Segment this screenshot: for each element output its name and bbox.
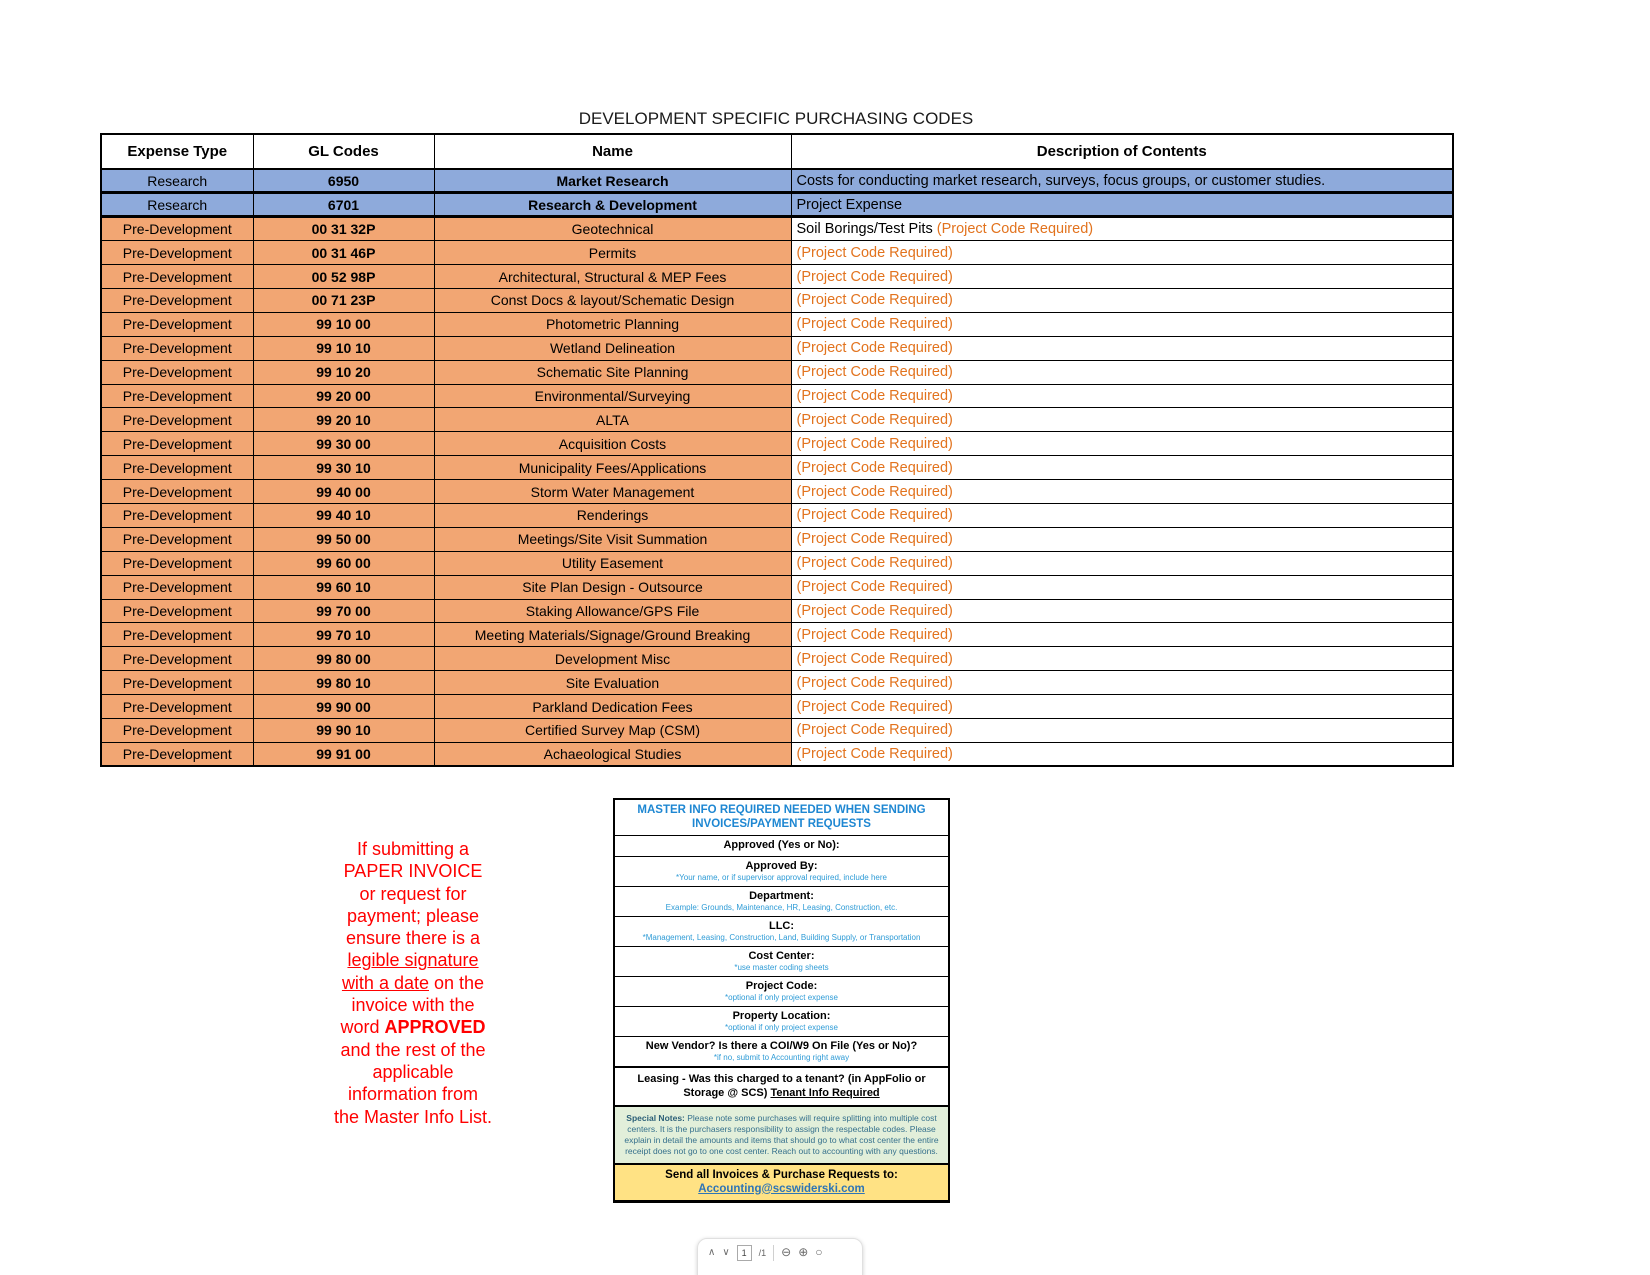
gl-code-cell: 99 10 00 xyxy=(253,312,434,336)
name-cell: Meeting Materials/Signage/Ground Breaking xyxy=(434,623,791,647)
description-cell xyxy=(791,527,1453,551)
name-cell: Permits xyxy=(434,241,791,265)
description-cell xyxy=(791,456,1453,480)
table-row xyxy=(101,336,1453,360)
expense-type-cell: Pre-Development xyxy=(101,742,253,766)
gl-code-cell: 00 31 46P xyxy=(253,241,434,265)
field-label: Approved (Yes or No): xyxy=(723,839,840,851)
expense-type-cell: Pre-Development xyxy=(101,503,253,527)
name-cell: Acquisition Costs xyxy=(434,432,791,456)
description-cell xyxy=(791,408,1453,432)
header-description: Description of Contents xyxy=(791,134,1453,169)
table-row xyxy=(101,480,1453,504)
field-hint: *Your name, or if supervisor approval required, include here xyxy=(676,873,887,882)
page-count-label: /1 xyxy=(758,1248,767,1258)
master-info-field xyxy=(615,886,948,916)
table-row xyxy=(101,742,1453,766)
gl-code-cell: 00 71 23P xyxy=(253,288,434,312)
field-label: New Vendor? Is there a COI/W9 On File (Yes or No)? xyxy=(645,1039,918,1052)
red-note-line: applicable xyxy=(372,1061,454,1082)
expense-type-cell: Research xyxy=(101,193,253,217)
name-cell: Const Docs & layout/Schematic Design xyxy=(434,288,791,312)
header-gl-codes: GL Codes xyxy=(253,134,434,169)
project-code-required-text: (Project Code Required) xyxy=(796,483,953,500)
red-note-underlined: legible signature xyxy=(347,950,479,971)
expense-type-cell: Research xyxy=(101,169,253,193)
project-code-required-text: (Project Code Required) xyxy=(796,555,953,572)
table-row xyxy=(101,384,1453,408)
red-note-line: payment; please xyxy=(346,905,480,926)
gl-code-cell: 99 80 00 xyxy=(253,647,434,671)
red-note-line: the Master Info List. xyxy=(333,1106,493,1127)
gl-code-cell: 99 20 00 xyxy=(253,384,434,408)
description-cell xyxy=(791,718,1453,742)
name-cell: Utility Easement xyxy=(434,551,791,575)
red-note-line: on the xyxy=(429,972,485,993)
red-note-line: invoice with the xyxy=(351,995,475,1016)
table-row xyxy=(101,265,1453,289)
project-code-required-text: (Project Code Required) xyxy=(796,698,953,715)
project-code-required-text: (Project Code Required) xyxy=(796,316,953,333)
expense-type-cell: Pre-Development xyxy=(101,647,253,671)
name-cell: Storm Water Management xyxy=(434,480,791,504)
gl-code-cell: 99 10 20 xyxy=(253,360,434,384)
table-row xyxy=(101,456,1453,480)
master-info-field xyxy=(615,976,948,1006)
special-notes xyxy=(615,1105,948,1163)
name-cell: Market Research xyxy=(434,169,791,193)
name-cell: Achaeological Studies xyxy=(434,742,791,766)
project-code-required-text: (Project Code Required) xyxy=(796,387,953,404)
table-row xyxy=(101,575,1453,599)
expense-type-cell: Pre-Development xyxy=(101,599,253,623)
red-note-line: information from xyxy=(347,1084,479,1105)
expense-type-cell: Pre-Development xyxy=(101,671,253,695)
gl-code-cell: 99 60 00 xyxy=(253,551,434,575)
name-cell: Staking Allowance/GPS File xyxy=(434,599,791,623)
master-info-field xyxy=(615,1006,948,1036)
field-label: Approved By: xyxy=(745,859,818,872)
field-hint: *use master coding sheets xyxy=(734,963,829,972)
page-up-icon[interactable]: ∧ xyxy=(708,1247,716,1258)
expense-type-cell: Pre-Development xyxy=(101,480,253,504)
table-row xyxy=(101,671,1453,695)
page-number-input[interactable]: 1 xyxy=(737,1245,752,1261)
project-code-required-text: (Project Code Required) xyxy=(796,650,953,667)
toolbar-divider xyxy=(773,1245,774,1261)
project-code-required-text: (Project Code Required) xyxy=(936,221,1094,238)
project-code-required-text: (Project Code Required) xyxy=(796,626,953,643)
description-cell xyxy=(791,695,1453,719)
red-note-underlined: with a date xyxy=(341,972,429,993)
table-row xyxy=(101,193,1453,217)
gl-code-cell: 6701 xyxy=(253,193,434,217)
page-title: DEVELOPMENT SPECIFIC PURCHASING CODES xyxy=(578,109,974,128)
project-code-required-text: (Project Code Required) xyxy=(796,507,953,524)
description-cell xyxy=(791,551,1453,575)
project-code-required-text: (Project Code Required) xyxy=(796,531,953,548)
master-info-field xyxy=(615,946,948,976)
expense-type-cell: Pre-Development xyxy=(101,241,253,265)
description-cell xyxy=(791,575,1453,599)
name-cell: Wetland Delineation xyxy=(434,336,791,360)
name-cell: Geotechnical xyxy=(434,217,791,241)
gl-code-cell: 00 31 32P xyxy=(253,217,434,241)
field-hint: Example: Grounds, Maintenance, HR, Leasing, Construction, etc. xyxy=(665,903,898,912)
description-cell xyxy=(791,312,1453,336)
header-expense-type: Expense Type xyxy=(101,134,253,169)
name-cell: Certified Survey Map (CSM) xyxy=(434,718,791,742)
table-row xyxy=(101,288,1453,312)
master-info-box xyxy=(613,798,950,1203)
page-down-icon[interactable]: ∨ xyxy=(722,1247,730,1258)
red-note-line: PAPER INVOICE xyxy=(343,861,483,882)
project-code-required-text: (Project Code Required) xyxy=(796,340,953,357)
description-cell xyxy=(791,336,1453,360)
table-row xyxy=(101,623,1453,647)
master-info-title-line2: INVOICES/PAYMENT REQUESTS xyxy=(692,818,871,830)
leasing-tenant-info-required: Tenant Info Required xyxy=(770,1086,880,1099)
expense-type-cell: Pre-Development xyxy=(101,432,253,456)
description-cell xyxy=(791,193,1453,217)
name-cell: Meetings/Site Visit Summation xyxy=(434,527,791,551)
table-row xyxy=(101,695,1453,719)
master-info-fields xyxy=(615,835,948,1066)
gl-code-cell: 99 80 10 xyxy=(253,671,434,695)
zoom-in-icon[interactable]: ⊕ xyxy=(798,1245,809,1259)
project-code-required-text: (Project Code Required) xyxy=(796,411,953,428)
description-cell xyxy=(791,384,1453,408)
red-note-line: or request for xyxy=(359,883,467,904)
name-cell: Site Evaluation xyxy=(434,671,791,695)
project-code-required-text: (Project Code Required) xyxy=(796,459,953,476)
gl-code-cell: 99 90 00 xyxy=(253,695,434,719)
gl-code-cell: 99 40 10 xyxy=(253,503,434,527)
name-cell: ALTA xyxy=(434,408,791,432)
project-code-required-text: (Project Code Required) xyxy=(796,292,953,309)
field-hint: *optional if only project expense xyxy=(725,993,838,1002)
table-header-row xyxy=(101,134,1453,169)
name-cell: Parkland Dedication Fees xyxy=(434,695,791,719)
gl-code-cell: 99 70 00 xyxy=(253,599,434,623)
red-note-line: and the rest of the xyxy=(340,1039,486,1060)
project-code-required-text: (Project Code Required) xyxy=(796,579,953,596)
description-cell xyxy=(791,480,1453,504)
expense-type-cell: Pre-Development xyxy=(101,408,253,432)
accounting-email-link[interactable]: Accounting@scswiderski.com xyxy=(698,1182,865,1195)
description-cell xyxy=(791,742,1453,766)
name-cell: Municipality Fees/Applications xyxy=(434,456,791,480)
table-row xyxy=(101,718,1453,742)
project-code-required-text: (Project Code Required) xyxy=(796,746,953,763)
expense-type-cell: Pre-Development xyxy=(101,217,253,241)
expense-type-cell: Pre-Development xyxy=(101,336,253,360)
master-info-field xyxy=(615,1036,948,1066)
field-hint: *if no, submit to Accounting right away xyxy=(713,1053,850,1062)
table-row xyxy=(101,551,1453,575)
table-row xyxy=(101,360,1453,384)
name-cell: Environmental/Surveying xyxy=(434,384,791,408)
gl-code-cell: 99 10 10 xyxy=(253,336,434,360)
name-cell: Schematic Site Planning xyxy=(434,360,791,384)
expense-type-cell: Pre-Development xyxy=(101,575,253,599)
gl-code-cell: 99 50 00 xyxy=(253,527,434,551)
expense-type-cell: Pre-Development xyxy=(101,551,253,575)
red-note-line: word xyxy=(340,1017,385,1038)
table-row xyxy=(101,647,1453,671)
table-row xyxy=(101,408,1453,432)
red-note-line: ensure there is a xyxy=(345,928,481,949)
description-cell xyxy=(791,599,1453,623)
master-info-field xyxy=(615,856,948,886)
project-code-required-text: (Project Code Required) xyxy=(796,674,953,691)
expense-type-cell: Pre-Development xyxy=(101,360,253,384)
description-cell xyxy=(791,360,1453,384)
expense-type-cell: Pre-Development xyxy=(101,456,253,480)
field-label: Cost Center: xyxy=(748,949,815,962)
project-code-required-text: (Project Code Required) xyxy=(796,722,953,739)
table-row xyxy=(101,599,1453,623)
name-cell: Research & Development xyxy=(434,193,791,217)
name-cell: Renderings xyxy=(434,503,791,527)
gl-code-cell: 6950 xyxy=(253,169,434,193)
table-row xyxy=(101,312,1453,336)
gl-code-cell: 99 90 10 xyxy=(253,718,434,742)
expense-type-cell: Pre-Development xyxy=(101,527,253,551)
field-hint: *optional if only project expense xyxy=(725,1023,838,1032)
description-cell xyxy=(791,503,1453,527)
codes-table-body xyxy=(101,169,1453,766)
description-text: Project Expense xyxy=(796,196,903,213)
gl-code-cell: 00 52 98P xyxy=(253,265,434,289)
field-label: LLC: xyxy=(768,919,795,932)
description-cell xyxy=(791,647,1453,671)
send-invoices-section xyxy=(615,1163,948,1200)
gl-code-cell: 99 91 00 xyxy=(253,742,434,766)
send-invoices-label: Send all Invoices & Purchase Requests to: xyxy=(665,1168,898,1181)
gl-code-cell: 99 70 10 xyxy=(253,623,434,647)
description-cell xyxy=(791,265,1453,289)
expense-type-cell: Pre-Development xyxy=(101,718,253,742)
red-note-approved: APPROVED xyxy=(384,1017,486,1038)
field-label: Property Location: xyxy=(732,1009,831,1022)
project-code-required-text: (Project Code Required) xyxy=(796,244,953,261)
expense-type-cell: Pre-Development xyxy=(101,623,253,647)
description-cell xyxy=(791,241,1453,265)
expense-type-cell: Pre-Development xyxy=(101,265,253,289)
special-notes-label: Special Notes: xyxy=(626,1112,685,1123)
zoom-out-icon[interactable]: ⊖ xyxy=(781,1245,792,1259)
name-cell: Photometric Planning xyxy=(434,312,791,336)
red-note-line: If submitting a xyxy=(356,839,470,859)
master-info-field xyxy=(615,835,948,856)
name-cell: Development Misc xyxy=(434,647,791,671)
description-cell xyxy=(791,169,1453,193)
table-row xyxy=(101,527,1453,551)
name-cell: Architectural, Structural & MEP Fees xyxy=(434,265,791,289)
pdf-viewer-toolbar[interactable] xyxy=(697,1238,863,1275)
gl-code-cell: 99 60 10 xyxy=(253,575,434,599)
header-name: Name xyxy=(434,134,791,169)
master-info-title xyxy=(615,800,948,835)
field-label: Project Code: xyxy=(745,979,818,992)
gl-code-cell: 99 30 00 xyxy=(253,432,434,456)
gl-code-cell: 99 20 10 xyxy=(253,408,434,432)
field-label: Department: xyxy=(749,889,814,902)
table-row xyxy=(101,241,1453,265)
project-code-required-text: (Project Code Required) xyxy=(796,602,953,619)
special-notes-text: Please note some purchases will require splitting into multiple cost centers. It is the purchasers responsibility to assign the respectable codes. Please explain in detail the amounts and items that should go to what cost center the entire receipt does not go to one cost center. Reach out to accounting with any questions. xyxy=(624,1112,939,1156)
project-code-required-text: (Project Code Required) xyxy=(796,364,953,381)
description-text: Soil Borings/Test Pits xyxy=(796,221,937,238)
description-cell xyxy=(791,288,1453,312)
fit-page-icon[interactable]: ○ xyxy=(815,1245,823,1259)
master-info-title-line1: MASTER INFO REQUIRED NEEDED WHEN SENDING xyxy=(637,804,926,816)
expense-type-cell: Pre-Development xyxy=(101,288,253,312)
table-row xyxy=(101,217,1453,241)
gl-code-cell: 99 40 00 xyxy=(253,480,434,504)
gl-code-cell: 99 30 10 xyxy=(253,456,434,480)
expense-type-cell: Pre-Development xyxy=(101,312,253,336)
master-info-field xyxy=(615,916,948,946)
description-cell xyxy=(791,671,1453,695)
table-row xyxy=(101,432,1453,456)
table-row xyxy=(101,169,1453,193)
leasing-field xyxy=(615,1066,948,1105)
project-code-required-text: (Project Code Required) xyxy=(796,435,953,452)
expense-type-cell: Pre-Development xyxy=(101,384,253,408)
table-row xyxy=(101,503,1453,527)
leasing-label: Leasing - Was this charged to a tenant? (in AppFolio or Storage @ SCS) xyxy=(637,1072,926,1099)
project-code-required-text: (Project Code Required) xyxy=(796,268,953,285)
description-cell xyxy=(791,432,1453,456)
field-hint: *Management, Leasing, Construction, Land, Building Supply, or Transportation xyxy=(642,933,921,942)
expense-type-cell: Pre-Development xyxy=(101,695,253,719)
description-text: Costs for conducting market research, surveys, focus groups, or customer studies. xyxy=(796,172,1326,189)
paper-invoice-note xyxy=(280,838,546,1128)
description-cell xyxy=(791,623,1453,647)
purchasing-codes-table xyxy=(100,133,1454,767)
description-cell xyxy=(791,217,1453,241)
name-cell: Site Plan Design - Outsource xyxy=(434,575,791,599)
